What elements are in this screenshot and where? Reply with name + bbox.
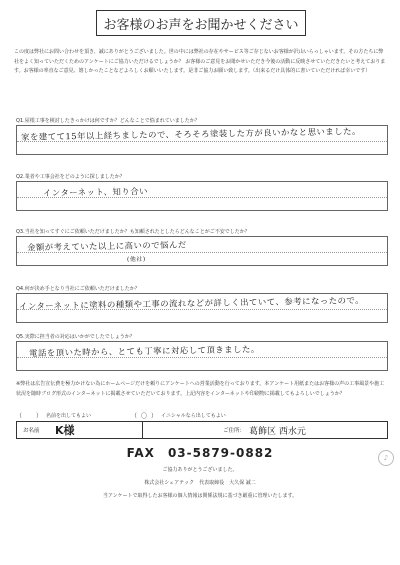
consent-option-name-label: 名前を出してもよい bbox=[46, 413, 92, 419]
answer-1-box bbox=[16, 125, 388, 155]
question-1-label: Q1.屋根工事を検討したきっかけは何ですか？どんなことで悩まれていましたか？ bbox=[16, 118, 200, 124]
answer-3-aside: (他社) bbox=[126, 255, 146, 264]
answer-2-box bbox=[16, 181, 388, 211]
answer-3-box bbox=[16, 236, 388, 266]
customer-address: 葛飾区 西水元 bbox=[249, 426, 306, 437]
answer-4-text: インターネットに塗料の種類や工事の流れなどが詳しく出ていて、参考になったので。 bbox=[18, 295, 365, 312]
question-3-label: Q3.当社を知ってすぐにご依頼いただけましたか？も知頼されたとしたらどんなことがご不安でしたか？ bbox=[16, 229, 250, 235]
answer-5-text: 電話を頂いた時から、とても丁寧に対応して頂きました。 bbox=[28, 343, 260, 359]
consent-option-name[interactable]: （ ） 名前を出してもよい bbox=[16, 413, 92, 420]
page-title: お客様のお声をお聞かせください bbox=[96, 10, 306, 36]
consent-check-mark: 〇 bbox=[141, 413, 148, 420]
name-label: お名前 bbox=[23, 428, 40, 434]
question-5 bbox=[16, 333, 388, 371]
answer-4-box bbox=[16, 293, 388, 323]
intro-text: この度は弊社にお問い合わせを頂き、誠にありがとうございました。世の中には弊社の存在やサービス等ご存じないお客様が沢山いらっしゃいます。その方たちに弊社をよく知っていただくためのアンケートにご協力いただけるでしょうか？ お客様のご意見をお聞かせいただき今後の活動に反映させていただきたいと考えております。お客様の率直なご意見、嬉しかったことなどよろしくお願いいたします。是非ご協力お願い致します。（出来るだけ具体的に書いていただければ幸いです） bbox=[14, 49, 386, 74]
footer-company: 株式会社シェアテック 代表取締役 大久保 誠二 bbox=[144, 480, 256, 486]
fax-number: FAX 03-5879-0882 bbox=[126, 446, 274, 460]
customer-name: K様 bbox=[53, 422, 143, 438]
answer-2-text: インターネット、知り合い bbox=[42, 186, 149, 198]
answer-1-text: 家を建てて15年以上経ちましたので、そろそろ塗装した方が良いかなと思いました。 bbox=[20, 126, 361, 142]
publication-note: ※弊社は広告宣伝費を極力かけない為にホームページだけを頼りにアンケートへの営業活動を行っております。本アンケート用紙またはお客様の声の工事風景や施工状況を随時ブログ形式のインターネットに掲載させていただいております。上記内容をインターネットや印刷物に掲載してもよろしいでしょうか？ bbox=[16, 381, 385, 397]
consent-option-initial[interactable]: （ 〇 ） イニシャルなら出してもよい bbox=[131, 413, 226, 420]
consent-option-initial-label: イニシャルなら出してもよい bbox=[161, 413, 226, 419]
answer-3-text: 金額が考えていた以上に高いので悩んだ bbox=[26, 239, 187, 253]
question-5-label: Q5.実際に担当者の対応はいかがでしたでしょうか？ bbox=[16, 334, 135, 340]
customer-box bbox=[16, 421, 388, 439]
consent-options bbox=[16, 411, 226, 420]
stamp-mark: ♪ bbox=[378, 450, 394, 466]
footer-thanks: ご協力ありがとうございました。 bbox=[162, 467, 238, 473]
address-label: ご住所： bbox=[223, 428, 246, 434]
footer-privacy: 当アンケートで取得したお客様の個人情報は関係法規に基づき厳重に管理いたします。 bbox=[102, 493, 298, 499]
question-2-label: Q2.業者や工事会社をどのように探しましたか？ bbox=[16, 174, 125, 180]
question-4 bbox=[16, 285, 388, 323]
question-3 bbox=[16, 228, 388, 266]
answer-5-box bbox=[16, 341, 388, 371]
question-2 bbox=[16, 173, 388, 211]
question-1 bbox=[16, 117, 388, 155]
question-4-label: Q4.何が決め手となり当社にご依頼いただけましたか？ bbox=[16, 286, 140, 292]
